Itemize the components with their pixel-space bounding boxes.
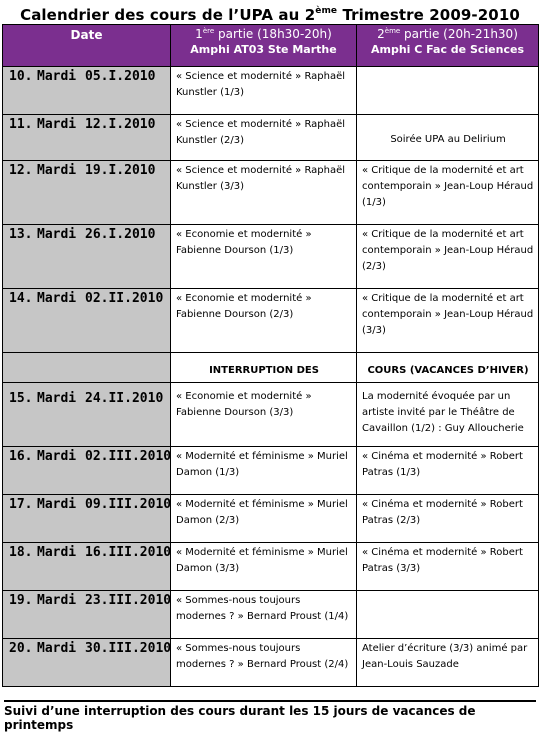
part2-cell: Soirée UPA au Delirium <box>357 115 539 161</box>
table-row <box>3 495 539 543</box>
header-row <box>3 25 539 67</box>
session-day: Mardi <box>37 545 77 560</box>
table-row <box>3 115 539 161</box>
header-part1-place: Amphi AT03 Ste Marthe <box>190 43 337 56</box>
session-day: Mardi <box>37 593 77 608</box>
session-number: 13. <box>9 227 33 242</box>
session-date: 19.I.2010 <box>85 163 156 178</box>
session-number: 16. <box>9 449 33 464</box>
date-cell <box>3 495 171 543</box>
part2-cell <box>357 591 539 639</box>
session-day: Mardi <box>37 641 77 656</box>
session-number: 15. <box>9 391 33 406</box>
session-number: 10. <box>9 69 33 84</box>
header-part2 <box>357 25 539 67</box>
date-cell <box>3 289 171 353</box>
part1-cell: « Sommes-nous toujours modernes ? » Bernard Proust (2/4) <box>171 639 357 687</box>
session-number: 19. <box>9 593 33 608</box>
header-part2-num: 2 <box>377 27 385 41</box>
table-row <box>3 447 539 495</box>
part1-cell: « Science et modernité » Raphaël Kunstler (2/3) <box>171 115 357 161</box>
part2-cell <box>357 67 539 115</box>
table-row <box>3 639 539 687</box>
part2-cell: « Cinéma et modernité » Robert Patras (3/3) <box>357 543 539 591</box>
interruption-row <box>3 353 539 383</box>
part1-cell: « Sommes-nous toujours modernes ? » Bernard Proust (1/4) <box>171 591 357 639</box>
session-day: Mardi <box>37 163 77 178</box>
session-number: 11. <box>9 117 33 132</box>
interruption-text-right: COURS (VACANCES D’HIVER) <box>357 353 539 383</box>
session-date: 02.II.2010 <box>85 291 164 306</box>
interruption-text-left: INTERRUPTION DES <box>171 353 357 383</box>
session-day: Mardi <box>37 69 77 84</box>
table-row <box>3 225 539 289</box>
session-date: 16.III.2010 <box>85 545 172 560</box>
part2-cell: « Critique de la modernité et art contemporain » Jean-Loup Héraud (2/3) <box>357 225 539 289</box>
session-day: Mardi <box>37 117 77 132</box>
part2-cell: Atelier d’écriture (3/3) animé par Jean-Louis Sauzade <box>357 639 539 687</box>
schedule-table <box>2 24 539 687</box>
session-day: Mardi <box>37 391 77 406</box>
header-part1-sup: ère <box>202 27 215 35</box>
title-rest: Trimestre 2009-2010 <box>337 6 520 24</box>
session-day: Mardi <box>37 227 77 242</box>
session-date: 24.II.2010 <box>85 391 164 406</box>
part1-cell: « Modernité et féminisme » Muriel Damon (2/3) <box>171 495 357 543</box>
part1-cell: « Economie et modernité » Fabienne Dourson (3/3) <box>171 383 357 447</box>
part1-cell: « Economie et modernité » Fabienne Dourson (1/3) <box>171 225 357 289</box>
session-number: 14. <box>9 291 33 306</box>
part2-cell: « Cinéma et modernité » Robert Patras (1/3) <box>357 447 539 495</box>
table-row <box>3 289 539 353</box>
table-row <box>3 161 539 225</box>
date-cell <box>3 161 171 225</box>
part1-cell: « Modernité et féminisme » Muriel Damon (3/3) <box>171 543 357 591</box>
date-cell <box>3 67 171 115</box>
header-part2-place: Amphi C Fac de Sciences <box>370 43 525 56</box>
part1-cell: « Science et modernité » Raphaël Kunstler (3/3) <box>171 161 357 225</box>
part2-cell: « Critique de la modernité et art contemporain » Jean-Loup Héraud (3/3) <box>357 289 539 353</box>
header-part2-time: partie (20h-21h30) <box>400 27 518 41</box>
session-date: 12.I.2010 <box>85 117 156 132</box>
session-date: 26.I.2010 <box>85 227 156 242</box>
date-cell <box>3 591 171 639</box>
header-part1-time: partie (18h30-20h) <box>214 27 332 41</box>
date-cell <box>3 447 171 495</box>
session-date: 23.III.2010 <box>85 593 172 608</box>
session-day: Mardi <box>37 291 77 306</box>
date-cell-empty <box>3 353 171 383</box>
session-number: 18. <box>9 545 33 560</box>
part2-cell: « Critique de la modernité et art contemporain » Jean-Loup Héraud (1/3) <box>357 161 539 225</box>
part2-cell: La modernité évoquée par un artiste invité par le Théâtre de Cavaillon (1/2) : Guy Alloucherie <box>357 383 539 447</box>
date-cell <box>3 543 171 591</box>
part1-cell: « Economie et modernité » Fabienne Dourson (2/3) <box>171 289 357 353</box>
session-number: 17. <box>9 497 33 512</box>
date-cell <box>3 115 171 161</box>
page-title <box>0 0 540 24</box>
header-part1 <box>171 25 357 67</box>
footer-note: Suivi d’une interruption des cours durant les 15 jours de vacances de printemps <box>4 700 536 732</box>
session-day: Mardi <box>37 497 77 512</box>
part1-cell: « Modernité et féminisme » Muriel Damon (1/3) <box>171 447 357 495</box>
session-date: 02.III.2010 <box>85 449 172 464</box>
header-date: Date <box>3 25 171 67</box>
date-cell <box>3 225 171 289</box>
header-part1-num: 1 <box>195 27 203 41</box>
session-date: 05.I.2010 <box>85 69 156 84</box>
table-row <box>3 383 539 447</box>
session-number: 12. <box>9 163 33 178</box>
part1-cell: « Science et modernité » Raphaël Kunstler (1/3) <box>171 67 357 115</box>
title-main: Calendrier des cours de l’UPA au 2 <box>20 6 316 24</box>
session-day: Mardi <box>37 449 77 464</box>
session-date: 30.III.2010 <box>85 641 172 656</box>
date-cell <box>3 639 171 687</box>
table-row <box>3 591 539 639</box>
session-number: 20. <box>9 641 33 656</box>
date-cell <box>3 383 171 447</box>
session-date: 09.III.2010 <box>85 497 172 512</box>
table-row <box>3 67 539 115</box>
part2-cell: « Cinéma et modernité » Robert Patras (2/3) <box>357 495 539 543</box>
title-sup: ème <box>315 6 338 16</box>
table-row <box>3 543 539 591</box>
header-part2-sup: ème <box>384 27 401 35</box>
